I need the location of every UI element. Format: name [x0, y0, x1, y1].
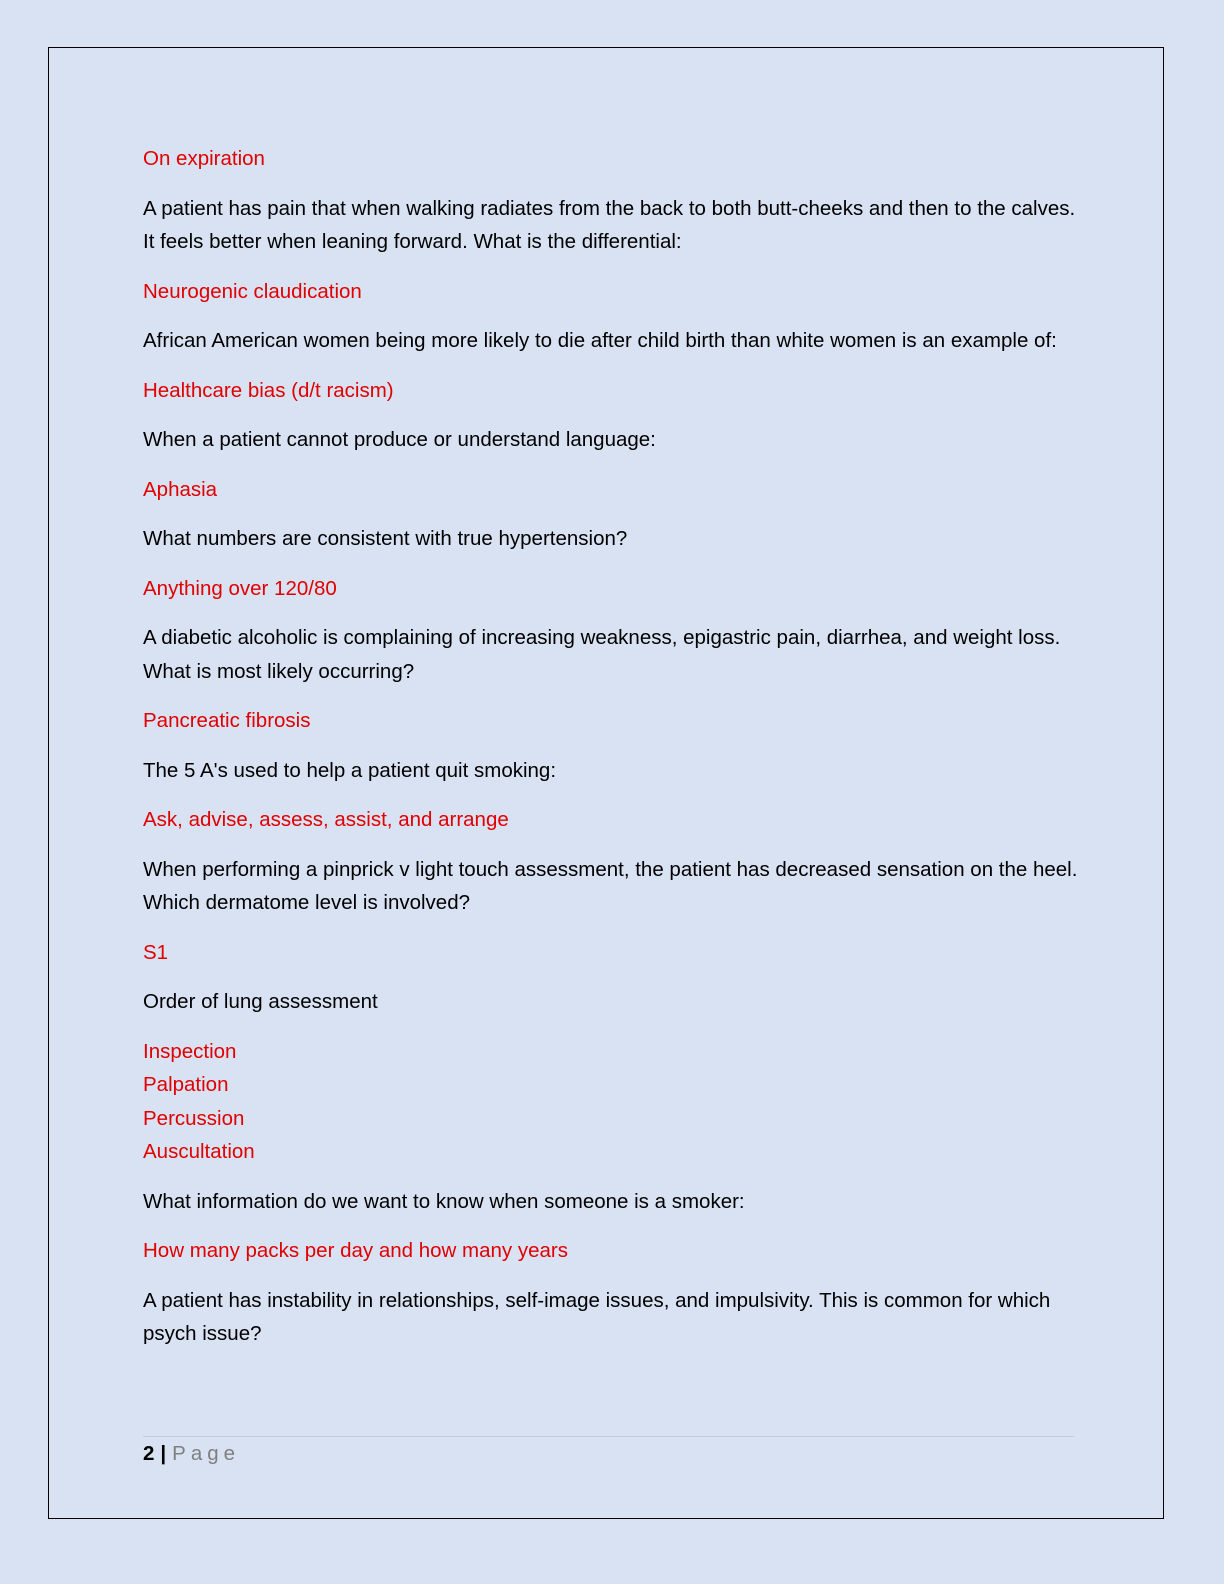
- answer-text: Aphasia: [143, 477, 218, 501]
- question-text: African American women being more likely to die after child birth than white women is an example of:: [143, 329, 1057, 352]
- list-item: Palpation: [143, 1073, 229, 1096]
- page-label: Page: [172, 1442, 241, 1465]
- answer-text: Pancreatic fibrosis: [143, 709, 311, 732]
- page-footer: [143, 1440, 240, 1468]
- footer-separator: |: [160, 1442, 167, 1465]
- answer-text: How many packs per day and how many years: [143, 1239, 569, 1262]
- lung-assessment-list: [143, 1035, 1078, 1169]
- question-text: A diabetic alcoholic is complaining of increasing weakness, epigastric pain, diarrhea, and weight loss. What is most likely occurring?: [143, 626, 1061, 683]
- question-text: When a patient cannot produce or understand language:: [143, 428, 656, 451]
- answer-text: Neurogenic claudication: [143, 279, 362, 303]
- answer-text: Ask, advise, assess, assist, and arrange: [143, 808, 509, 831]
- question-text: What numbers are consistent with true hypertension?: [143, 527, 628, 550]
- answer-text: Healthcare bias (d/t racism): [143, 378, 394, 402]
- list-item: Auscultation: [143, 1140, 255, 1163]
- list-item: Inspection: [143, 1039, 237, 1063]
- question-text: A patient has pain that when walking radiates from the back to both butt-cheeks and then to the calves. It feels better when leaning forward. What is the differential:: [143, 196, 1076, 253]
- question-text: When performing a pinprick v light touch assessment, the patient has decreased sensation on the heel. Which dermatome level is involved?: [143, 857, 1078, 914]
- answer-text: On expiration: [143, 147, 265, 170]
- question-text: Order of lung assessment: [143, 990, 378, 1013]
- answer-text: Anything over 120/80: [143, 576, 337, 600]
- answer-text: S1: [143, 940, 169, 964]
- list-item: Percussion: [143, 1106, 245, 1130]
- question-text: What information do we want to know when someone is a smoker:: [143, 1189, 745, 1213]
- question-text: The 5 A's used to help a patient quit smoking:: [143, 758, 557, 782]
- page-number: 2: [143, 1442, 155, 1465]
- question-text: A patient has instability in relationships, self-image issues, and impulsivity. This is common for which psych issue?: [143, 1288, 1051, 1345]
- footer-divider: [143, 1436, 1074, 1437]
- document-body: [143, 142, 1078, 1367]
